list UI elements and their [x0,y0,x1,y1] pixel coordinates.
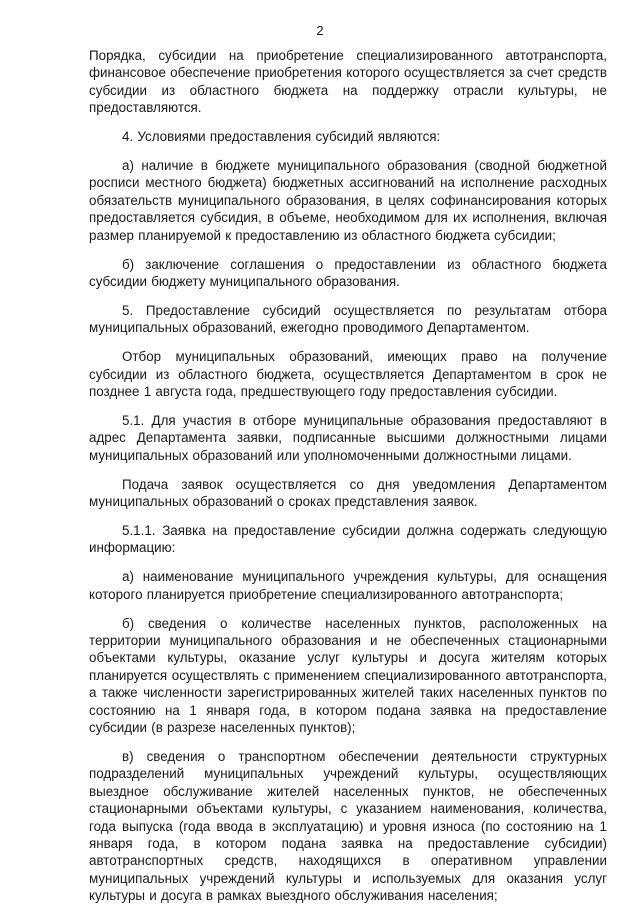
paragraph-condition-a: а) наличие в бюджете муниципального образования (сводной бюджетной росписи местного бюджета) бюджетных ассигнований на исполнение расходных обязательств муниципального образования, в целях софинансирования которых предоставляется субсидия, в объеме, необходимом для их исполнения, включая размер планируемой к предоставлению из областного бюджета субсидии; [89,158,607,243]
paragraph-condition-b: б) заключение соглашения о предоставлении из областного бюджета субсидии бюджету муниципального образования. [89,256,607,289]
paragraph-selection: Отбор муниципальных образований, имеющих право на получение субсидии из областного бюджета, осуществляется Департаментом в срок не позднее 1 августа года, предшествующего году предоставления субсидии. [89,349,607,399]
paragraph-item-4: 4. Условиями предоставления субсидий являются: [122,129,441,145]
paragraph-application-submission: Подача заявок осуществляется со дня уведомления Департаментом муниципальных образований о сроках представления заявок. [89,476,607,510]
document-body [89,47,607,905]
paragraph-info-c: в) сведения о транспортном обеспечении деятельности структурных подразделений муниципальных учреждений культуры, осуществляющих выездное обслуживание жителей населенных пунктов, не обеспеченных стационарными объектами культуры, с указанием наименования, количества, года выпуска (года ввода в эксплуатацию) и уровня износа (по состоянию на 1 января года, в котором подана заявка на предоставление субсидии) автотранспортных средств, находящихся в оперативном управлении муниципальных учреждений культуры и используемых для оказания услуг культуры и досуга в рамках выездного обслуживания населения; [89,748,607,904]
paragraph-info-a: а) наименование муниципального учреждения культуры, для оснащения которого планируется приобретение специализированного автотранспорта; [89,569,607,602]
paragraph-procedure-continuation: Порядка, субсидии на приобретение специализированного автотранспорта, финансовое обеспечение приобретения которого осуществляется за счет средств субсидии из областного бюджета на поддержку отрасли культуры, не предоставляются. [89,48,607,116]
paragraph-item-5-1: 5.1. Для участия в отборе муниципальные образования предоставляют в адрес Департамента заявки, подписанные высшими должностными лицами муниципальных образований или уполномоченными должностными лицами. [89,412,607,463]
paragraph-item-5-1-1: 5.1.1. Заявка на предоставление субсидии должна содержать следующую информацию: [89,522,607,556]
paragraph-item-5: 5. Предоставление субсидий осуществляется по результатам отбора муниципальных образований, ежегодно проводимого Департаментом. [89,302,607,336]
page-number: 2 [316,23,324,38]
paragraph-info-b: б) сведения о количестве населенных пунктов, расположенных на территории муниципального образования и не обеспеченных стационарными объектами культуры, оказание услуг культуры и досуга жителям которых планируется осуществлять с применением специализированного автотранспорта, а также численности зарегистрированных жителей таких населенных пунктов по состоянию на 1 января года, в котором подана заявка на предоставление субсидии (в разрезе населенных пунктов); [89,615,607,735]
